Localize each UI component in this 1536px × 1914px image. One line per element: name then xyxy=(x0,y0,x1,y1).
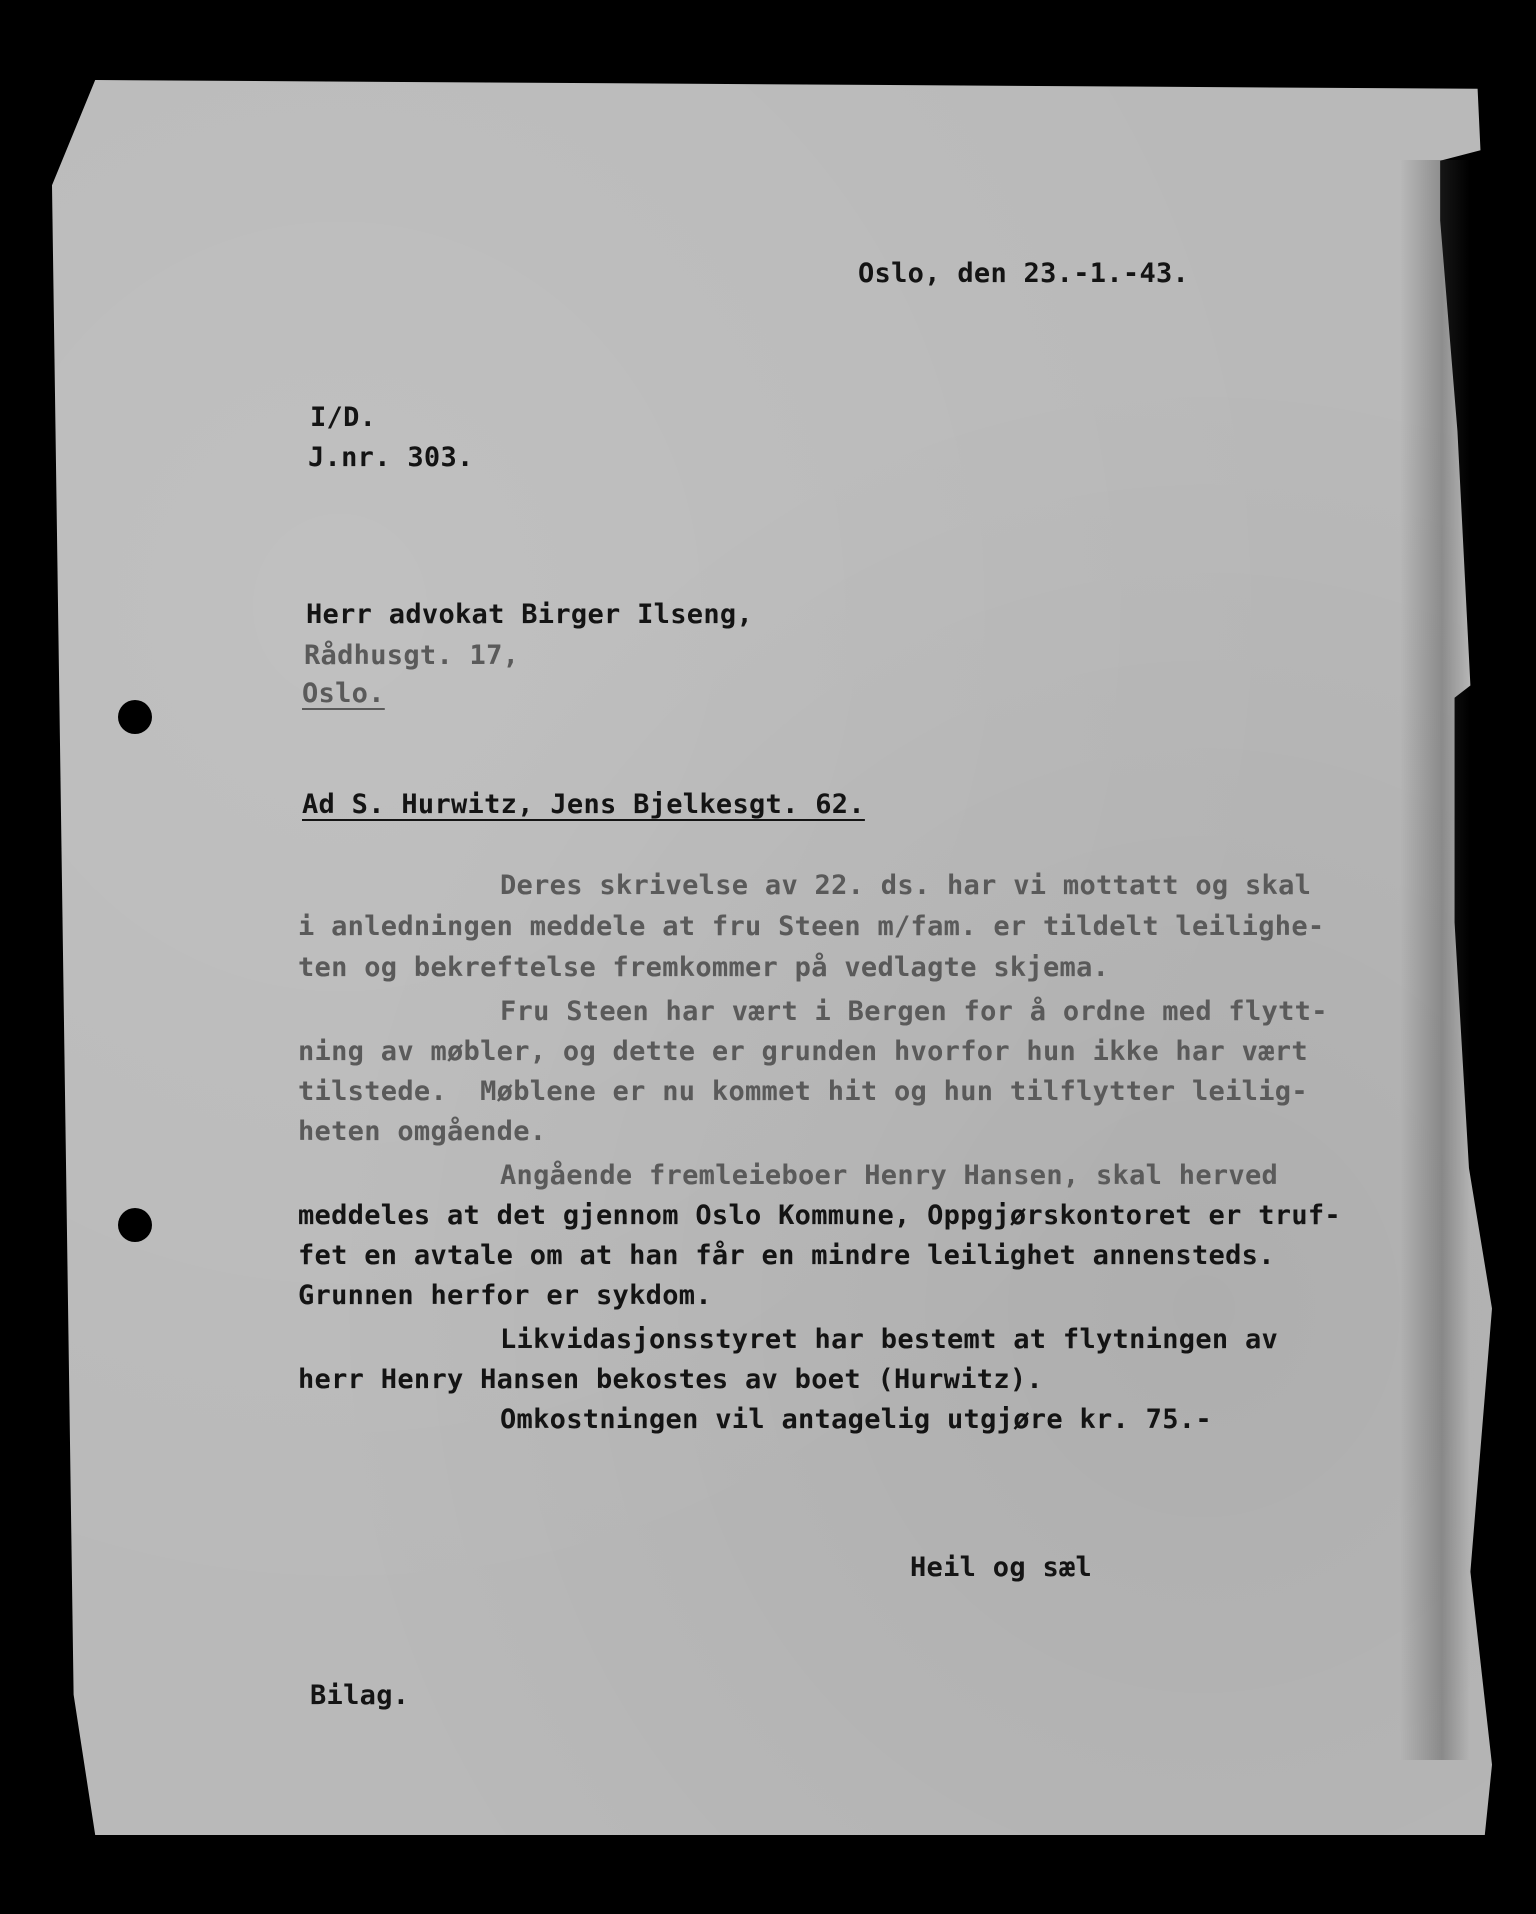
body-line: fet en avtale om at han får en mindre leilighet annensteds. xyxy=(298,1240,1275,1271)
subject-line: Ad S. Hurwitz, Jens Bjelkesgt. 62. xyxy=(302,789,865,820)
journal-number: J.nr. 303. xyxy=(308,442,474,473)
body-line: Grunnen herfor er sykdom. xyxy=(298,1280,712,1311)
recipient-name: Herr advokat Birger Ilseng, xyxy=(306,599,753,630)
body-line: Likvidasjonsstyret har bestemt at flytningen av xyxy=(500,1324,1279,1355)
body-line: herr Henry Hansen bekostes av boet (Hurwitz). xyxy=(298,1364,1043,1395)
recipient-city: Oslo. xyxy=(302,678,385,709)
body-line: Deres skrivelse av 22. ds. har vi mottatt og skal xyxy=(500,870,1312,901)
body-line: Omkostningen vil antagelig utgjøre kr. 75.- xyxy=(500,1404,1212,1435)
body-line: meddeles at det gjennom Oslo Kommune, Oppgjørskontoret er truf- xyxy=(298,1200,1341,1231)
reference-initials: I/D. xyxy=(310,402,377,433)
enclosure-note: Bilag. xyxy=(310,1680,410,1711)
letter-date: Oslo, den 23.-1.-43. xyxy=(858,258,1190,289)
body-line: ten og bekreftelse fremkommer på vedlagte skjema. xyxy=(298,952,1110,983)
punch-hole xyxy=(118,1208,152,1242)
body-line: Fru Steen har vært i Bergen for å ordne med flytt- xyxy=(500,996,1328,1027)
body-line: heten omgående. xyxy=(298,1116,547,1147)
recipient-street: Rådhusgt. 17, xyxy=(304,640,520,671)
punch-hole xyxy=(118,700,152,734)
body-line: i anledningen meddele at fru Steen m/fam. er tildelt leilighe- xyxy=(298,911,1325,942)
body-line: tilstede. Møblene er nu kommet hit og hun tilflytter leilig- xyxy=(298,1076,1308,1107)
body-line: Angående fremleieboer Henry Hansen, skal herved xyxy=(500,1160,1279,1191)
closing-greeting: Heil og sæl xyxy=(910,1552,1093,1583)
body-line: ning av møbler, og dette er grunden hvorfor hun ikke har vært xyxy=(298,1036,1308,1067)
